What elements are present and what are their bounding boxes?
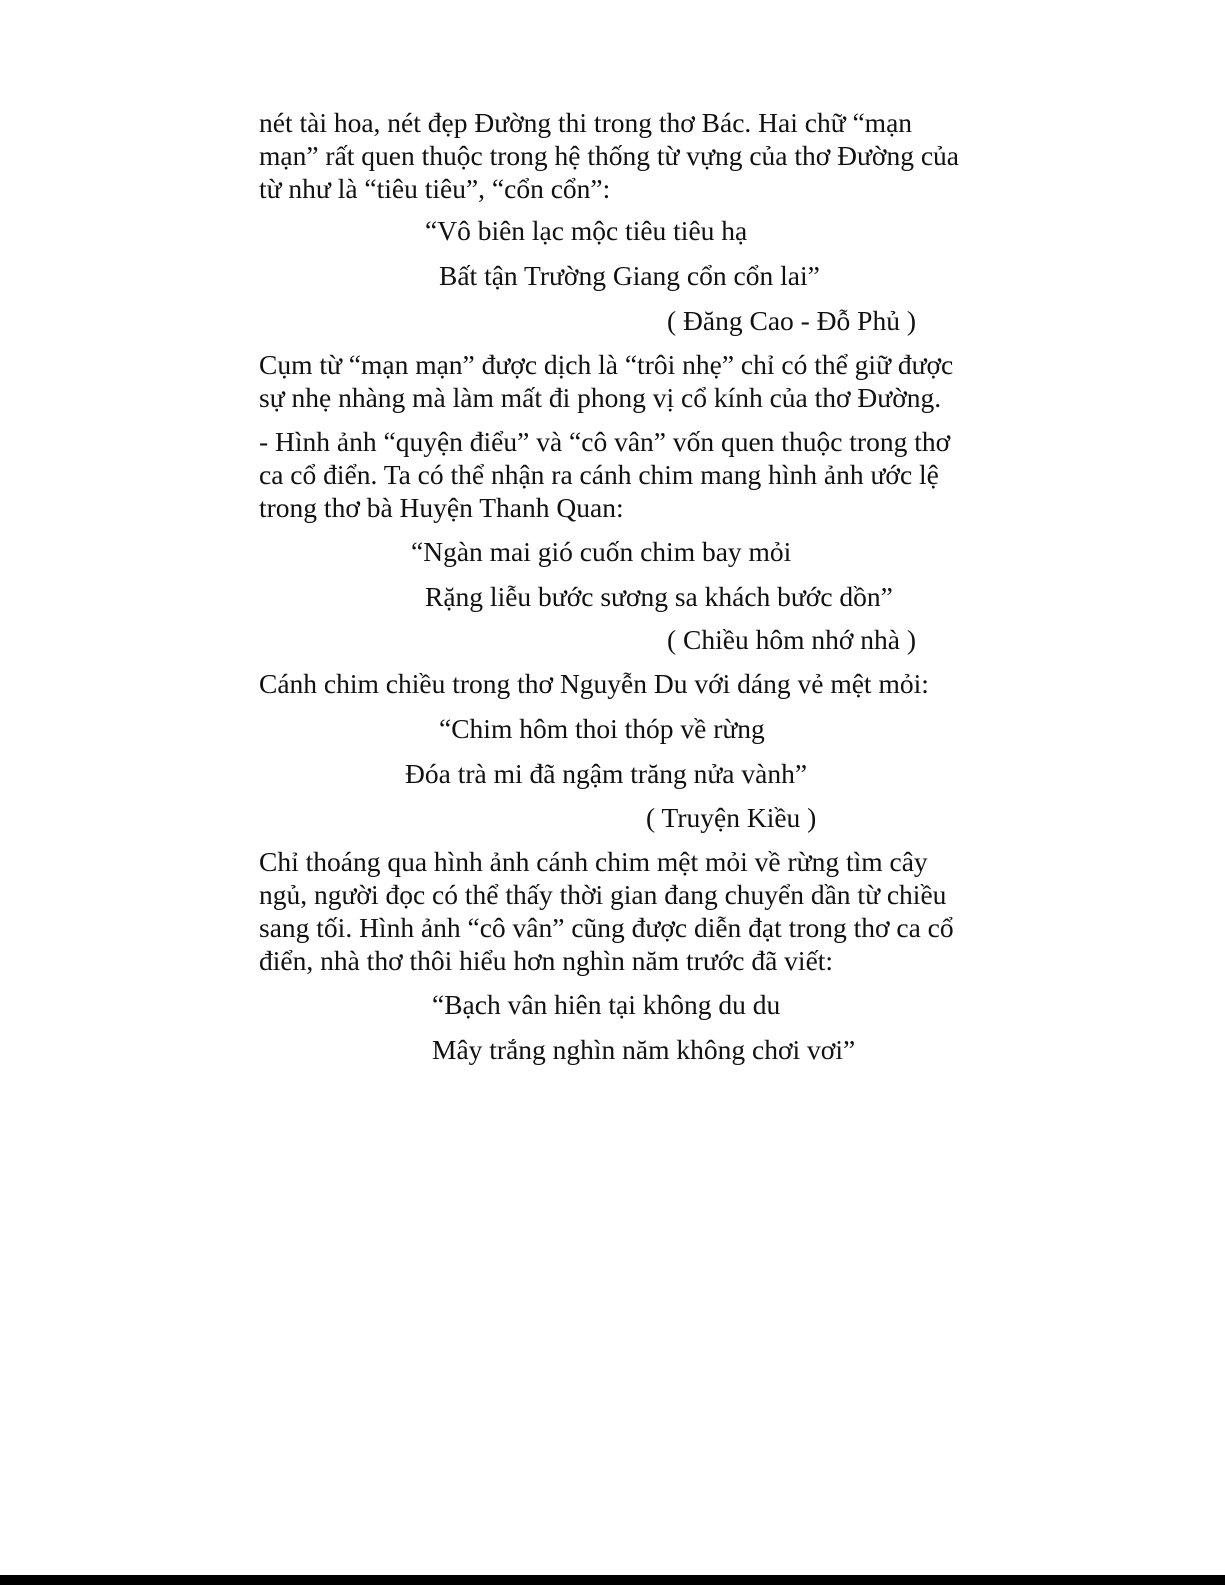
poem-line: “Chim hôm thoi thóp về rừng bbox=[439, 713, 765, 744]
paragraph-line: Cụm từ “mạn mạn” được dịch là “trôi nhẹ” chỉ có thể giữ được bbox=[259, 349, 954, 380]
page-bottom-border bbox=[0, 1575, 1225, 1585]
paragraph-line: nét tài hoa, nét đẹp Đường thi trong thơ Bác. Hai chữ “mạn bbox=[259, 107, 913, 138]
paragraph-line: ca cổ điển. Ta có thể nhận ra cánh chim mang hình ảnh ước lệ bbox=[259, 459, 939, 490]
poem-line: Đóa trà mi đã ngậm trăng nửa vành” bbox=[405, 758, 808, 789]
paragraph-line: sang tối. Hình ảnh “cô vân” cũng được diễn đạt trong thơ ca cổ bbox=[259, 912, 954, 943]
poem-source: ( Truyện Kiều ) bbox=[646, 802, 817, 833]
paragraph-line: từ như là “tiêu tiêu”, “cổn cổn”: bbox=[259, 173, 611, 204]
paragraph-line: Cánh chim chiều trong thơ Nguyễn Du với dáng vẻ mệt mỏi: bbox=[259, 668, 929, 699]
poem-line: “Vô biên lạc mộc tiêu tiêu hạ bbox=[425, 215, 748, 246]
poem-line: “Ngàn mai gió cuốn chim bay mỏi bbox=[411, 536, 792, 567]
poem-line: Rặng liễu bước sương sa khách bước dồn” bbox=[425, 581, 893, 612]
paragraph-line: - Hình ảnh “quyện điểu” và “cô vân” vốn quen thuộc trong thơ bbox=[259, 426, 951, 457]
paragraph-line: ngủ, người đọc có thể thấy thời gian đang chuyển dần từ chiều bbox=[259, 879, 947, 910]
paragraph-line: mạn” rất quen thuộc trong hệ thống từ vựng của thơ Đường của bbox=[259, 140, 960, 171]
paragraph-line: sự nhẹ nhàng mà làm mất đi phong vị cổ kính của thơ Đường. bbox=[259, 382, 942, 413]
poem-source: ( Chiều hôm nhớ nhà ) bbox=[667, 624, 917, 655]
poem-line: Mây trắng nghìn năm không chơi vơi” bbox=[432, 1034, 856, 1065]
paragraph-line: điển, nhà thơ thôi hiểu hơn nghìn năm trước đã viết: bbox=[259, 945, 834, 976]
poem-source: ( Đăng Cao - Đỗ Phủ ) bbox=[667, 305, 916, 336]
paragraph-line: Chỉ thoáng qua hình ảnh cánh chim mệt mỏi về rừng tìm cây bbox=[259, 846, 928, 877]
poem-line: Bất tận Trường Giang cổn cổn lai” bbox=[439, 260, 820, 291]
paragraph-line: trong thơ bà Huyện Thanh Quan: bbox=[259, 492, 624, 523]
poem-line: “Bạch vân hiên tại không du du bbox=[432, 989, 781, 1020]
